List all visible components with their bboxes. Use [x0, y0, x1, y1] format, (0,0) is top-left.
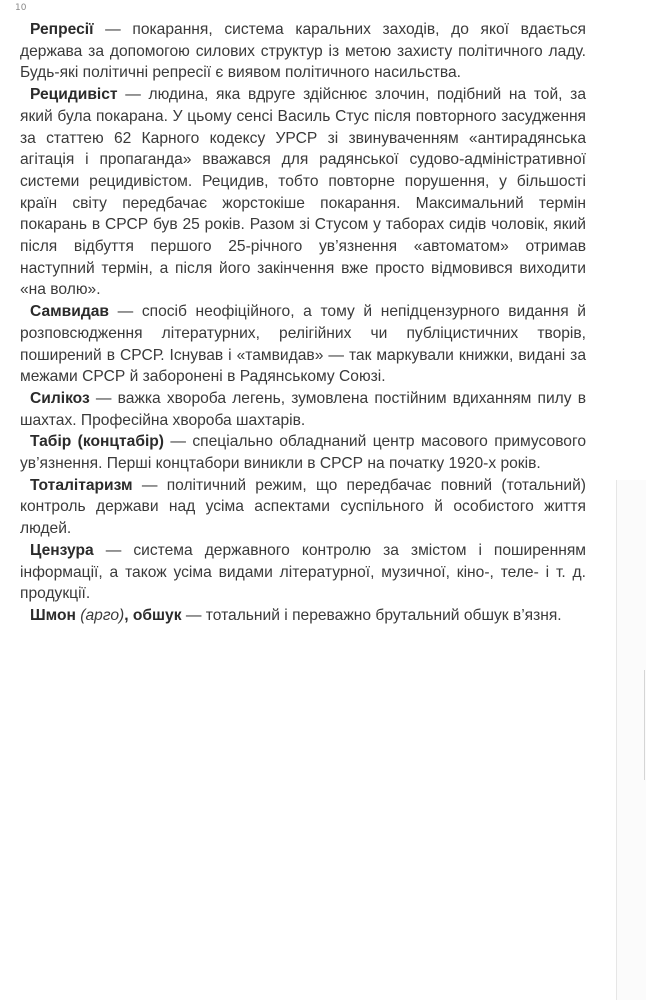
entry-term-synonym: , обшук — [124, 606, 182, 624]
page-edge-mark — [644, 670, 645, 780]
glossary-entry — [20, 605, 586, 627]
entry-definition: — тотальний і переважно брутальний обшук в’язня. — [181, 606, 562, 624]
entry-term: Табір (концтабір) — [30, 433, 165, 451]
entry-definition: — політичний режим, що передбачає повний (тотальний) контроль держави над усіма аспектами суспільного й особистого життя людей. — [20, 476, 586, 538]
entry-term: Репресії — [30, 21, 94, 38]
glossary-entry — [20, 301, 586, 388]
entry-term: Тоталітаризм — [30, 476, 133, 494]
glossary-entry — [20, 19, 586, 84]
entry-definition: — система державного контролю за змістом і поширенням інформації, а також усіма видами літературної, музичної, кіно-, теле- і т. д. продукції. — [20, 541, 586, 603]
page-number: 10 — [15, 3, 27, 13]
entry-term: Шмон — [30, 606, 76, 624]
glossary — [20, 19, 586, 627]
glossary-entry — [20, 84, 586, 301]
entry-definition: — важка хвороба легень, зумовлена постійним вдиханням пилу в шахтах. Професійна хвороба шахтарів. — [20, 389, 586, 429]
glossary-entry — [20, 540, 586, 605]
entry-definition: — покарання, система каральних заходів, до якої вдається держава за допомогою силових структур із метою захисту політичного ладу. Будь-які політичні репресії є виявом політичного насильства. — [20, 21, 586, 82]
glossary-entry — [20, 388, 586, 431]
entry-note: (арго) — [80, 606, 125, 624]
entry-term: Самвидав — [30, 303, 109, 321]
entry-term: Рецидивіст — [30, 86, 118, 104]
entry-term: Силікоз — [30, 389, 90, 407]
glossary-entry — [20, 475, 586, 540]
entry-definition: — спосіб неофіційного, а тому й непідцензурного видання й розповсюдження літературних, релігійних чи публіцистичних творів, поширений в СРСР. Існував і «тамвидав» — так маркували книжки, видані за межами СРСР й заборонені в Радянському Союзі. — [20, 303, 586, 386]
glossary-entry — [20, 431, 586, 474]
entry-definition: — людина, яка вдруге здійснює злочин, подібний на той, за який була покарана. У цьому сенсі Василь Стус після повторного засудження за статтею 62 Карного кодексу УРСР зі звинуваченням «антирадянська агітація і пропаганда» вважався для радянської судово-адміністративної системи рецидивістом. Рецидив, тобто повторне порушення, у більшості країн світу передбачає жорстокіше покарання. Максимальний термін покарань в СРСР був 25 років. Разом зі Стусом у таборах сидів чоловік, який після відбуття першого 25-річного ув’язнення «автоматом» отримав наступний термін, а після його закінчення вже просто відмовився виходити «на волю». — [20, 86, 586, 299]
entry-term: Цензура — [30, 541, 94, 559]
entry-definition: — спеціально обладнаний центр масового примусового ув’язнення. Перші концтабори виникли в СРСР на початку 1920-х років. — [20, 433, 586, 473]
adjacent-page-edge — [616, 480, 646, 1000]
